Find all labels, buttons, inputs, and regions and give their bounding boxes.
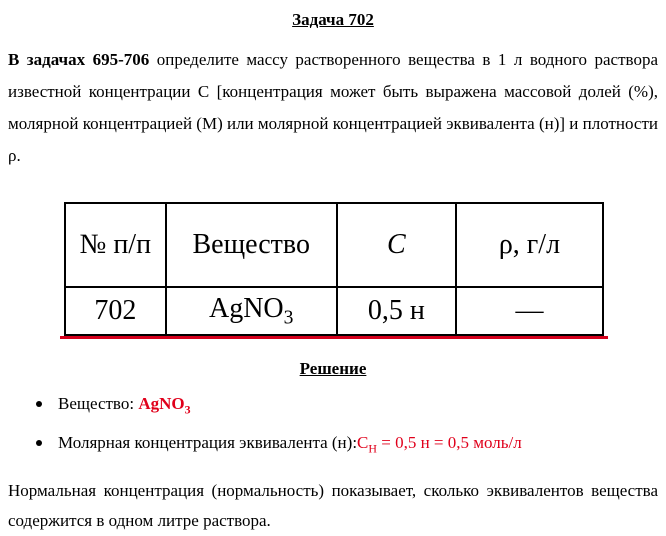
header-concentration: C <box>337 203 456 287</box>
table-red-underline <box>60 336 608 339</box>
cell-number: 702 <box>65 287 166 335</box>
task-table-wrapper <box>64 202 604 339</box>
concentration-label: Молярная концентрация эквивалента (н): <box>58 433 358 453</box>
table-row <box>65 287 603 335</box>
concentration-value-sub: Н <box>368 441 377 456</box>
table-header-row <box>65 203 603 287</box>
closing-paragraph: Нормальная концентрация (нормальность) показывает, сколько эквивалентов вещества содержится в одном литре раствора. <box>8 480 658 530</box>
substance-formula: AgNO <box>208 292 284 324</box>
problem-range: В задачах 695-706 <box>8 50 150 69</box>
task-table <box>64 202 604 336</box>
list-item <box>8 426 658 465</box>
concentration-value-rest: = 0,5 н = 0,5 моль/л <box>376 433 522 453</box>
header-substance: Вещество <box>166 203 337 287</box>
cell-density: — <box>456 287 603 335</box>
substance-value-sub: 3 <box>184 402 191 417</box>
problem-text: определите массу растворенного вещества в 1 л водного раствора известной концентрации С [концентрация может быть выражена массовой долей (%), молярной концентрацией (М) или молярной концентрацией эквивалента (н)] и плотности ρ. <box>8 50 658 165</box>
problem-statement <box>8 44 658 172</box>
substance-value-main: AgNO <box>138 394 185 413</box>
list-item <box>8 387 658 426</box>
problem-title: Задача 702 <box>292 10 374 29</box>
concentration-value-main: C <box>357 433 369 453</box>
concentration-value <box>357 433 522 456</box>
substance-label: Вещество: <box>58 394 139 413</box>
cell-concentration: 0,5 н <box>337 287 456 335</box>
bullet-icon <box>36 440 42 446</box>
cell-substance <box>166 287 337 335</box>
substance-value <box>138 394 191 417</box>
header-number: № п/п <box>65 203 166 287</box>
substance-subscript: 3 <box>283 307 294 329</box>
document-page <box>8 8 658 536</box>
bullet-icon <box>36 401 42 407</box>
solution-list <box>8 387 658 466</box>
header-density: ρ, г/л <box>456 203 603 287</box>
solution-title: Решение <box>299 359 367 378</box>
